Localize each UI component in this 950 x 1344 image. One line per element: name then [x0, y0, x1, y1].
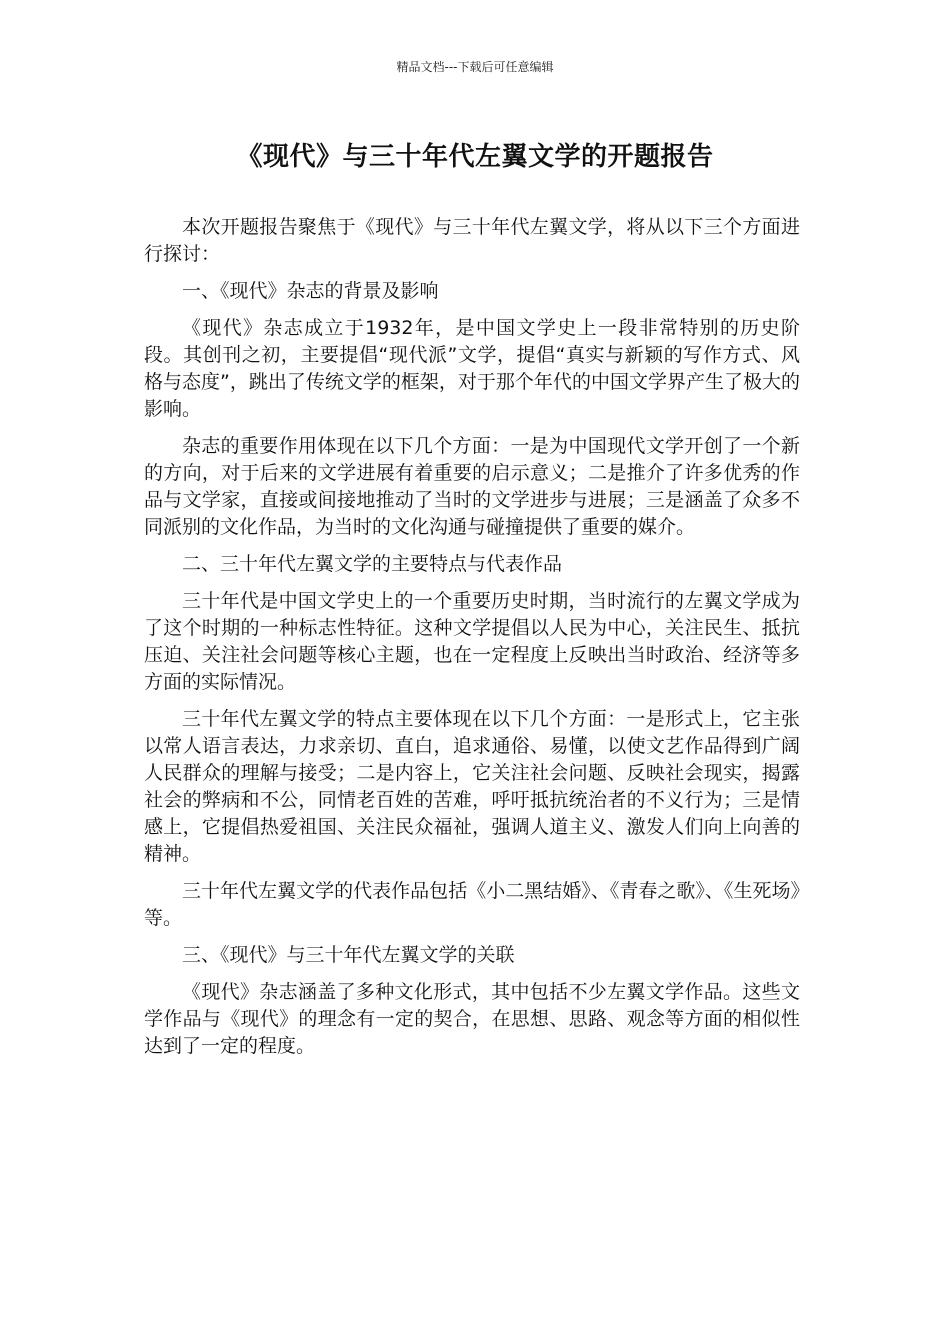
section-heading-3: 三、《现代》与三十年代左翼文学的关联 — [182, 944, 515, 966]
section1-paragraph-2: 杂志的重要作用体现在以下几个方面：一是为中国现代文学开创了一个新的方向，对于后来的文学进展有着重要的启示意义；二是推介了许多优秀的作品与文学家，直接或间接地推动了当时的文学进步与进展；三是涵盖了众多不同派别的文化作品，为当时的文化沟通与碰撞提供了重要的媒介。 — [144, 435, 800, 538]
document-body — [144, 214, 800, 1070]
section2-paragraph-2: 三十年代左翼文学的特点主要体现在以下几个方面：一是形式上，它主张以常人语言表达，力求亲切、直白，追求通俗、易懂，以使文艺作品得到广阔人民群众的理解与接受；二是内容上，它关注社会问题、反映社会现实，揭露社会的弊病和不公，同情老百姓的苦难，呼吁抵抗统治者的不义行为；三是情感上，它提倡热爱祖国、关注民众福祉，强调人道主义、激发人们向上向善的精神。 — [144, 708, 800, 865]
section3-paragraph-1: 《现代》杂志涵盖了多种文化形式，其中包括不少左翼文学作品。这些文学作品与《现代》的理念有一定的契合，在思想、思路、观念等方面的相似性达到了一定的程度。 — [144, 981, 800, 1057]
section2-paragraph-1: 三十年代是中国文学史上的一个重要历史时期，当时流行的左翼文学成为了这个时期的一种标志性特征。这种文学提倡以人民为中心，关注民生、抵抗压迫、关注社会问题等核心主题，也在一定程度上反映出当时政治、经济等多方面的实际情况。 — [144, 590, 800, 693]
section1-paragraph-1: 《现代》杂志成立于1932年，是中国文学史上一段非常特别的历史阶段。其创刊之初，主要提倡“现代派”文学，提倡“真实与新颖的写作方式、风格与态度”，跳出了传统文学的框架，对于那个年代的中国文学界产生了极大的影响。 — [144, 317, 800, 420]
section-heading-2: 二、三十年代左翼文学的主要特点与代表作品 — [182, 553, 563, 575]
header-note: 精品文档---下载后可任意编辑 — [396, 60, 554, 74]
section2-paragraph-3: 三十年代左翼文学的代表作品包括《小二黑结婚》、《青春之歌》、《生死场》等。 — [144, 880, 800, 929]
document-title: 《现代》与三十年代左翼文学的开题报告 — [236, 142, 714, 172]
intro-paragraph: 本次开题报告聚焦于《现代》与三十年代左翼文学，将从以下三个方面进行探讨： — [144, 216, 800, 265]
section-heading-1: 一、《现代》杂志的背景及影响 — [182, 280, 439, 302]
